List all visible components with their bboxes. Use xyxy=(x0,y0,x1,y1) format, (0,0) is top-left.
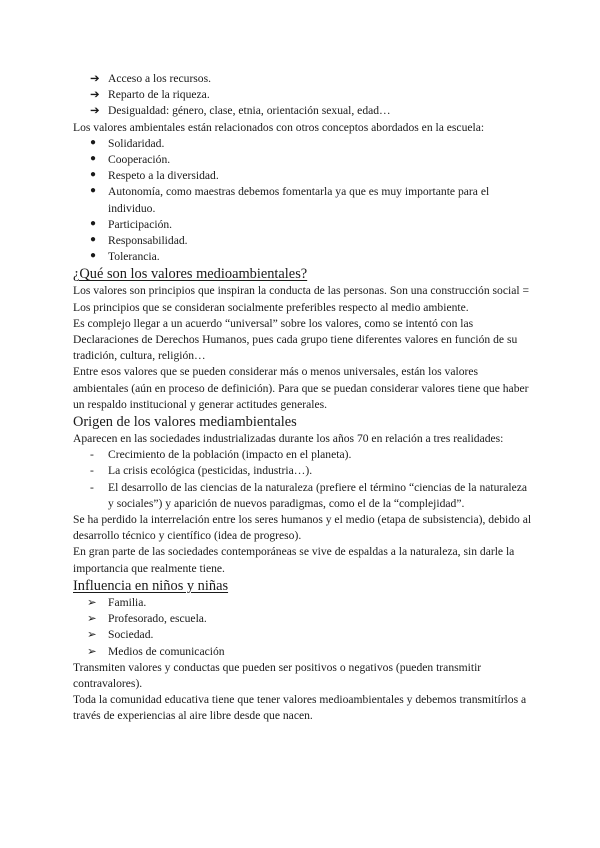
list-item: ➢ Medios de comunicación xyxy=(73,644,533,660)
paragraph: En gran parte de las sociedades contemporáneas se vive de espaldas a la naturaleza, sin darle la importancia que realmente tiene. xyxy=(73,545,515,575)
list-item: ➔ Reparto de la riqueza. xyxy=(73,87,533,103)
dash-icon: - xyxy=(90,480,94,494)
triangle-arrow-icon: ➢ xyxy=(87,595,97,609)
dash-icon: - xyxy=(90,448,94,462)
arrow-icon: ➔ xyxy=(90,88,100,102)
influence-list xyxy=(73,595,533,660)
values-list xyxy=(73,136,533,266)
bullet-icon: ● xyxy=(90,250,97,262)
list-item: ➢ Familia. xyxy=(73,595,533,611)
list-item: - Crecimiento de la población (impacto en el planeta). xyxy=(73,447,533,463)
bullet-icon: ● xyxy=(90,217,97,229)
inequality-list xyxy=(73,71,533,120)
paragraph: Es complejo llegar a un acuerdo “universal” sobre los valores, como se intentó con las Declaraciones de Derechos Humanos, pues cada grupo tiene diferentes valores en función de su tradición, cultura, religión… xyxy=(73,316,518,363)
paragraph: Los valores son principios que inspiran la conducta de las personas. Son una construcción social = Los principios que se consideran socialmente preferibles respecto al medio ambiente. xyxy=(73,284,530,314)
dash-icon: - xyxy=(90,464,94,478)
list-item: ➔ Acceso a los recursos. xyxy=(73,71,533,87)
paragraph: Entre esos valores que se pueden considerar más o menos universales, están los valores ambientales (aún en proceso de definición). Para que se puedan considerar valores tiene que haber un respaldo institucional y generar actitudes generales. xyxy=(73,365,529,411)
paragraph: Toda la comunidad educativa tiene que tener valores medioambientales y debemos transmitírlos a través de experiencias al aire libre desde que nacen. xyxy=(73,693,527,723)
paragraph: Aparecen en las sociedades industrializadas durante los años 70 en relación a tres realidades: xyxy=(73,432,504,446)
triangle-arrow-icon: ➢ xyxy=(87,628,97,642)
bullet-icon: ● xyxy=(90,185,97,197)
list-item: ● Responsabilidad. xyxy=(90,234,188,248)
triangle-arrow-icon: ➢ xyxy=(87,644,97,658)
intro-paragraph: Los valores ambientales están relacionados con otros conceptos abordados en la escuela: xyxy=(73,120,485,134)
triangle-arrow-icon: ➢ xyxy=(87,612,97,626)
list-item: ➢ Profesorado, escuela. xyxy=(73,611,533,627)
section-heading-what-are-values: ¿Qué son los valores medioambientales? xyxy=(73,266,308,283)
bullet-icon: ● xyxy=(90,169,97,181)
list-item: ● Tolerancia. xyxy=(90,250,160,264)
arrow-icon: ➔ xyxy=(90,72,100,85)
bullet-icon: ● xyxy=(90,153,97,165)
section-heading-origin: Origen de los valores mediambientales xyxy=(73,414,297,431)
list-item: ● Cooperación. xyxy=(90,153,171,167)
list-item: - El desarrollo de las ciencias de la naturaleza (prefiere el término “ciencias de la naturaleza y sociales”) y aparición de nuevos paradigmas, como el de la “complejidad”. xyxy=(90,480,528,510)
list-item: ➢ Sociedad. xyxy=(73,627,533,643)
bullet-icon: ● xyxy=(90,234,97,246)
list-item: - La crisis ecológica (pesticidas, industria…). xyxy=(73,463,533,479)
document-page xyxy=(73,71,533,725)
list-item: ● Respeto a la diversidad. xyxy=(90,169,219,183)
section-heading-influence: Influencia en niños y niñas xyxy=(73,577,229,594)
arrow-icon: ➔ xyxy=(90,104,100,118)
list-item: ● Autonomía, como maestras debemos fomentarla ya que es muy importante para el individuo. xyxy=(90,185,490,215)
paragraph: Se ha perdido la interrelación entre los seres humanos y el medio (etapa de subsistencia), debido al desarrollo técnico y científico (idea de progreso). xyxy=(73,513,532,543)
list-item: ● Participación. xyxy=(90,217,173,231)
list-item: ● Solidaridad. xyxy=(90,136,165,150)
list-item: ➔ Desigualdad: género, clase, etnia, orientación sexual, edad… xyxy=(73,103,533,119)
bullet-icon: ● xyxy=(90,136,97,148)
realities-list xyxy=(73,447,533,512)
paragraph: Transmiten valores y conductas que pueden ser positivos o negativos (pueden transmitir contravalores). xyxy=(73,660,482,690)
